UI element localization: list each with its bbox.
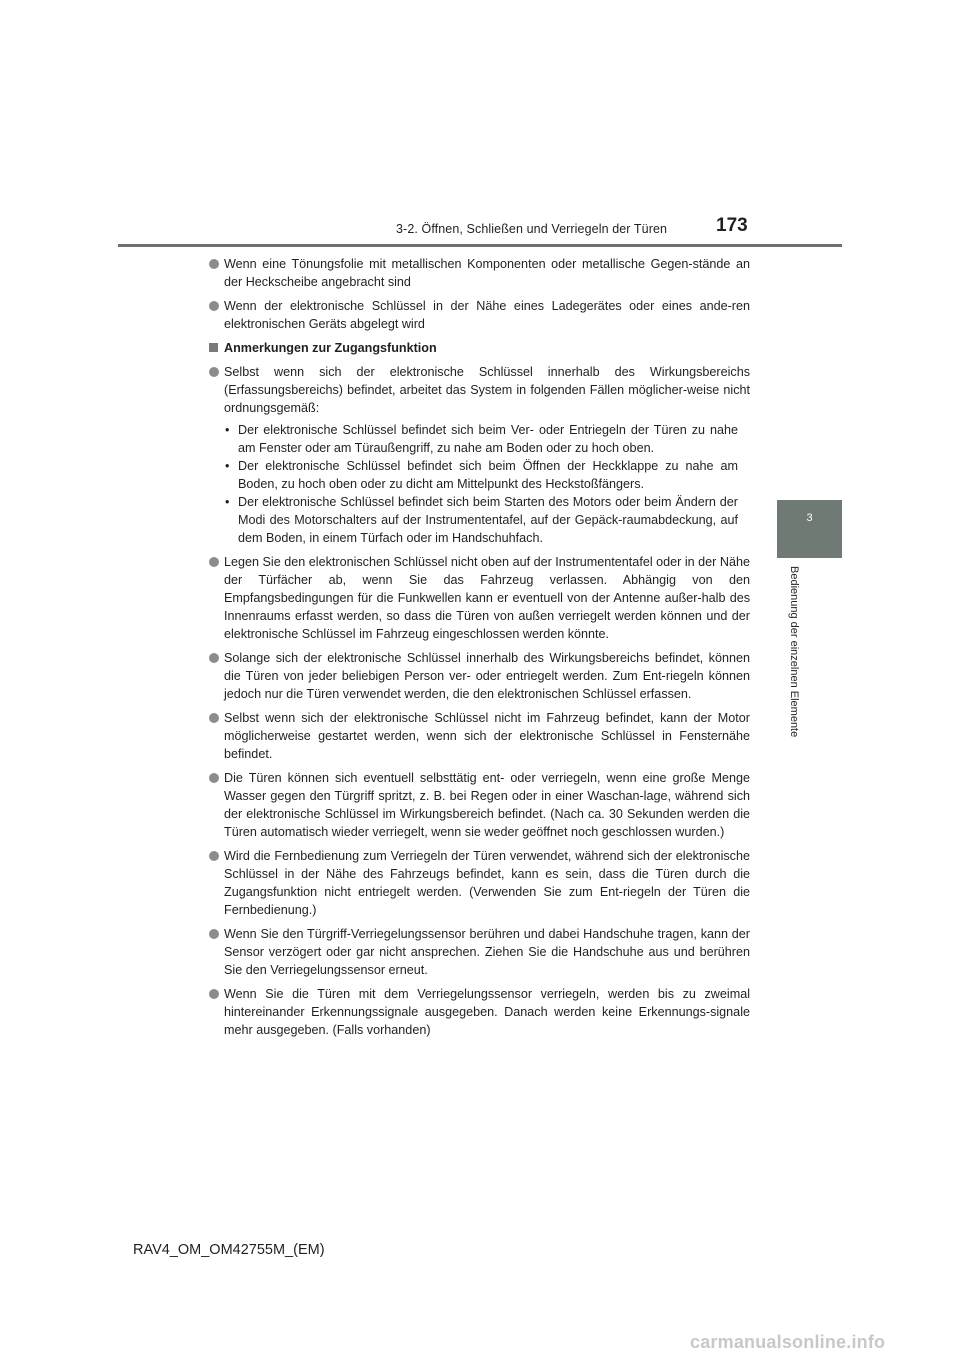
- sub-list-item: [208, 421, 738, 457]
- bullet-dot-icon: [209, 851, 219, 861]
- chapter-tab-number: 3: [806, 512, 813, 524]
- bullet-item: [208, 709, 750, 763]
- bullet-item: [208, 985, 750, 1039]
- bullet-item: [208, 297, 750, 333]
- sub-list-text: Der elektronische Schlüssel befindet sich beim Ver- oder Entriegeln der Türen zu nahe am Fenster oder am Türaußengriff, zu nahe am Boden oder zu hoch oben.: [238, 423, 738, 455]
- bullet-text: Wenn eine Tönungsfolie mit metallischen Komponenten oder metallische Gegen-stände an der Heckscheibe angebracht sind: [224, 257, 750, 289]
- square-bullet-icon: [209, 343, 218, 352]
- sub-list-text: Der elektronische Schlüssel befindet sich beim Starten des Motors oder beim Ändern der Modi des Motorschalters auf der Instrumententafel, auf der Gepäck-raumabdeckung, auf dem Boden, in einem Türfach oder im Handschuhfach.: [238, 495, 738, 545]
- bullet-dot-icon: [209, 557, 219, 567]
- sub-list-text: Der elektronische Schlüssel befindet sich beim Öffnen der Heckklappe zu nahe am Boden, zu hoch oben oder zu dicht am Mittelpunkt des Heckstoßfängers.: [238, 459, 738, 491]
- bullet-text: Wenn der elektronische Schlüssel in der Nähe eines Ladegerätes oder eines ande-ren elektronischen Geräts abgelegt wird: [224, 299, 750, 331]
- bullet-dot-icon: [209, 367, 219, 377]
- chapter-tab-label: Bedienung der einzelnen Elemente: [788, 566, 800, 738]
- header-divider: [118, 244, 842, 247]
- bullet-text: Wenn Sie den Türgriff-Verriegelungssensor berühren und dabei Handschuhe tragen, kann der Sensor verzögert oder gar nicht ansprechen. Ziehen Sie die Handschuhe aus und berühren Sie den Verriegelungssensor erneut.: [224, 927, 750, 977]
- page-number: 173: [716, 215, 748, 236]
- sub-bullet-marker: •: [225, 459, 230, 473]
- bullet-text: Wird die Fernbedienung zum Verriegeln der Türen verwendet, während sich der elektronische Schlüssel in der Nähe des Fahrzeugs befindet, kann es sein, dass die Türen durch die Zugangsfunktion nicht entriegelt werden. (Verwenden Sie zum Ent-riegeln der Türen die Fernbedienung.): [224, 849, 750, 917]
- sub-list: [208, 421, 750, 547]
- bullet-item: [208, 925, 750, 979]
- document-code: RAV4_OM_OM42755M_(EM): [133, 1242, 325, 1258]
- bullet-dot-icon: [209, 773, 219, 783]
- section-heading-text: Anmerkungen zur Zugangsfunktion: [224, 341, 437, 355]
- bullet-text: Wenn Sie die Türen mit dem Verriegelungssensor verriegeln, werden bis zu zweimal hintereinander Erkennungssignale ausgegeben. Danach werden keine Erkennungs-signale mehr ausgegeben. (Falls vorhanden): [224, 987, 750, 1037]
- sub-list-item: [208, 493, 738, 547]
- bullet-dot-icon: [209, 653, 219, 663]
- bullet-text: Legen Sie den elektronischen Schlüssel nicht oben auf der Instrumententafel oder in der Nähe der Türfächer ab, wenn Sie das Fahrzeug verlassen. Abhängig von den Empfangsbedingungen für die Funkwellen kann er eventuell von der Antenne außer-halb des Innenraums erfasst werden, so dass die Türen von außen verriegelt werden können und der elektronische Schlüssel im Fahrzeug eingeschlossen werden könnte.: [224, 555, 750, 641]
- bullet-dot-icon: [209, 301, 219, 311]
- bullet-item: [208, 255, 750, 291]
- bullet-dot-icon: [209, 259, 219, 269]
- watermark: carmanualsonline.info: [690, 1332, 886, 1352]
- bullet-text: Solange sich der elektronische Schlüssel innerhalb des Wirkungsbereichs befindet, können die Türen von jeder beliebigen Person ver- oder entriegelt werden. Zum Ent-riegeln können jedoch nur die Türen verwendet werden, die den elektronischen Schlüssel erfassen.: [224, 651, 750, 701]
- sub-bullet-marker: •: [225, 423, 230, 437]
- bullet-dot-icon: [209, 989, 219, 999]
- bullet-item: [208, 769, 750, 841]
- sub-bullet-marker: •: [225, 495, 230, 509]
- chapter-tab: [777, 500, 842, 558]
- bullet-text: Selbst wenn sich der elektronische Schlüssel innerhalb des Wirkungsbereichs (Erfassungsbereichs) befindet, arbeitet das System in folgenden Fällen möglicher-weise nicht ordnungsgemäß:: [224, 365, 750, 415]
- bullet-text: Selbst wenn sich der elektronische Schlüssel nicht im Fahrzeug befindet, kann der Motor möglicherweise gestartet werden, wenn sich der elektronische Schlüssel in Fensternähe befindet.: [224, 711, 750, 761]
- bullet-item: [208, 847, 750, 919]
- bullet-item: [208, 649, 750, 703]
- page-content: [208, 255, 750, 1045]
- bullet-dot-icon: [209, 713, 219, 723]
- bullet-item: [208, 553, 750, 643]
- running-header-section: 3-2. Öffnen, Schließen und Verriegeln der Türen: [396, 222, 668, 236]
- bullet-text: Die Türen können sich eventuell selbsttätig ent- oder verriegeln, wenn eine große Menge Wasser gegen den Türgriff spritzt, z. B. bei Regen oder in einer Waschan-lage, während sich der elektronische Schlüssel im Wirkungsbereich befindet. (Nach ca. 30 Sekunden werden die Türen automatisch wieder verriegelt, wenn sie weder geöffnet noch geschlossen wurden.): [224, 771, 750, 839]
- sub-list-item: [208, 457, 738, 493]
- bullet-item: [208, 363, 750, 417]
- bullet-dot-icon: [209, 929, 219, 939]
- section-heading: [208, 339, 750, 357]
